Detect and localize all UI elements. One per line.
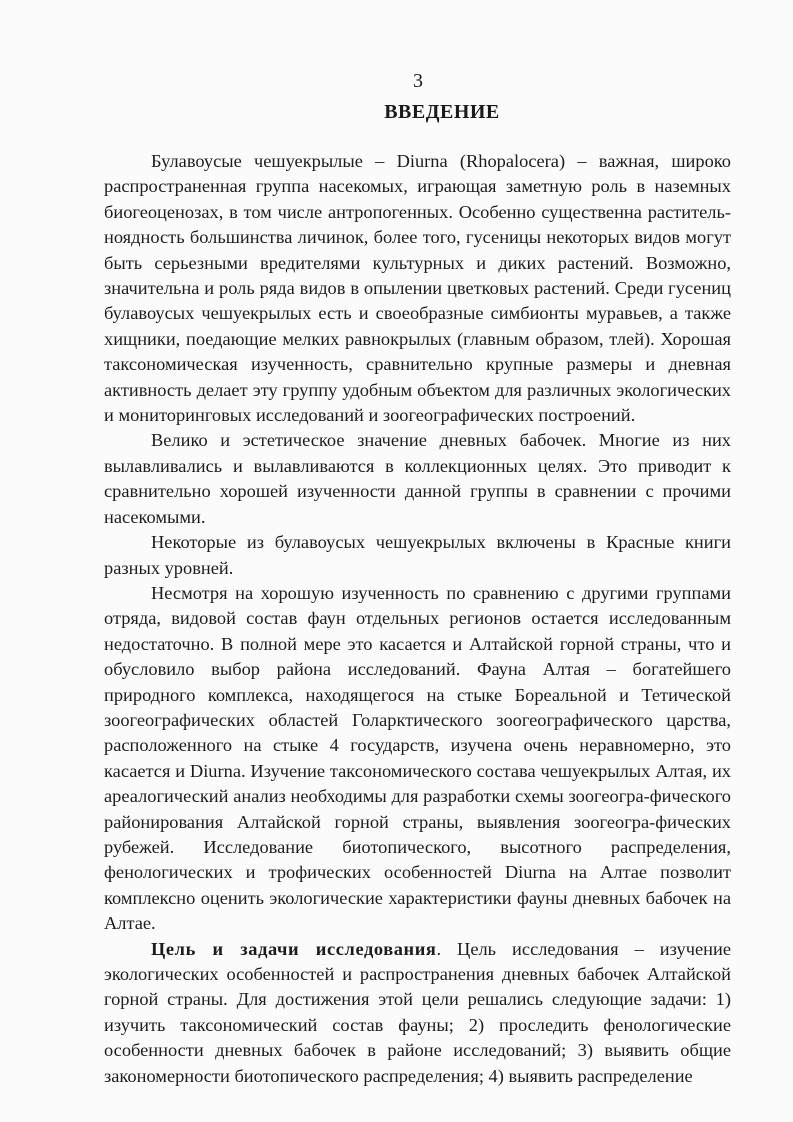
paragraph-goals <box>104 937 731 1089</box>
paragraph-diurna-overview: Булавоусые чешуекрылые – Diurna (Rhopalocera) – важная, широко распространенная группа насекомых, играющая заметную роль в наземных биогеоценозах, в том числе антропогенных. Особенно существенна раститель-ноядность большинства личинок, более того, гусеницы некоторых видов могут быть серьезными вредителями культурных и диких растений. Возможно, значительна и роль ряда видов в опылении цветковых растений. Среди гусениц булавоусых чешуекрылых есть и своеобразные симбионты муравьев, а также хищники, поедающие мелких равнокрылых (главным образом, тлей). Хорошая таксономическая изученность, сравнительно крупные размеры и дневная активность делает эту группу удобным объектом для различных экологических и мониторинговых исследований и зоогеографических построений. <box>104 151 731 426</box>
page-number: 3 <box>413 70 423 92</box>
body-text <box>104 149 731 1089</box>
goals-text: . Цель исследования – изучение экологических особенностей и распространения дневных бабочек Алтайской горной страны. Для достижения этой цели решались следующие задачи: 1) изучить таксономический состав фауны; 2) проследить фенологические особенности дневных бабочек в районе исследований; 3) выявить общие закономерности биотопического распределения; 4) выявить распределение <box>104 938 731 1086</box>
paragraph-red-books: Некоторые из булавоусых чешуекрылых включены в Красные книги разных уровней. <box>104 532 731 578</box>
paragraph-altai-fauna: Несмотря на хорошую изученность по сравнению с другими группами отряда, видовой состав фаун отдельных регионов остается исследованным недостаточно. В полной мере это касается и Алтайской горной страны, что и обусловило выбор района исследований. Фауна Алтая – богатейшего природного комплекса, находящегося на стыке Бореальной и Тетической зоогеографических областей Голарктического зоогеографического царства, расположенного на стыке 4 государств, изучена очень неравномерно, это касается и Diurna. Изучение таксономического состава чешуекрылых Алтая, их ареалогический анализ необходимы для разработки схемы зоогеогра-фического районирования Алтайской горной страны, выявления зоогеогра-фических рубежей. Исследование биотопического, высотного распределения, фенологических и трофических особенностей Diurna на Алтае позволит комплексно оценить экологические характеристики фауны дневных бабочек на Алтае. <box>104 582 731 934</box>
goals-heading: Цель и задачи исследования <box>151 938 437 959</box>
section-title: ВВЕДЕНИЕ <box>384 101 500 123</box>
paragraph-aesthetic-value: Велико и эстетическое значение дневных бабочек. Многие из них вылавливались и вылавливаются в коллекционных целях. Это приводит к сравнительно хорошей изученности данной группы в сравнении с прочими насекомыми. <box>104 430 731 527</box>
